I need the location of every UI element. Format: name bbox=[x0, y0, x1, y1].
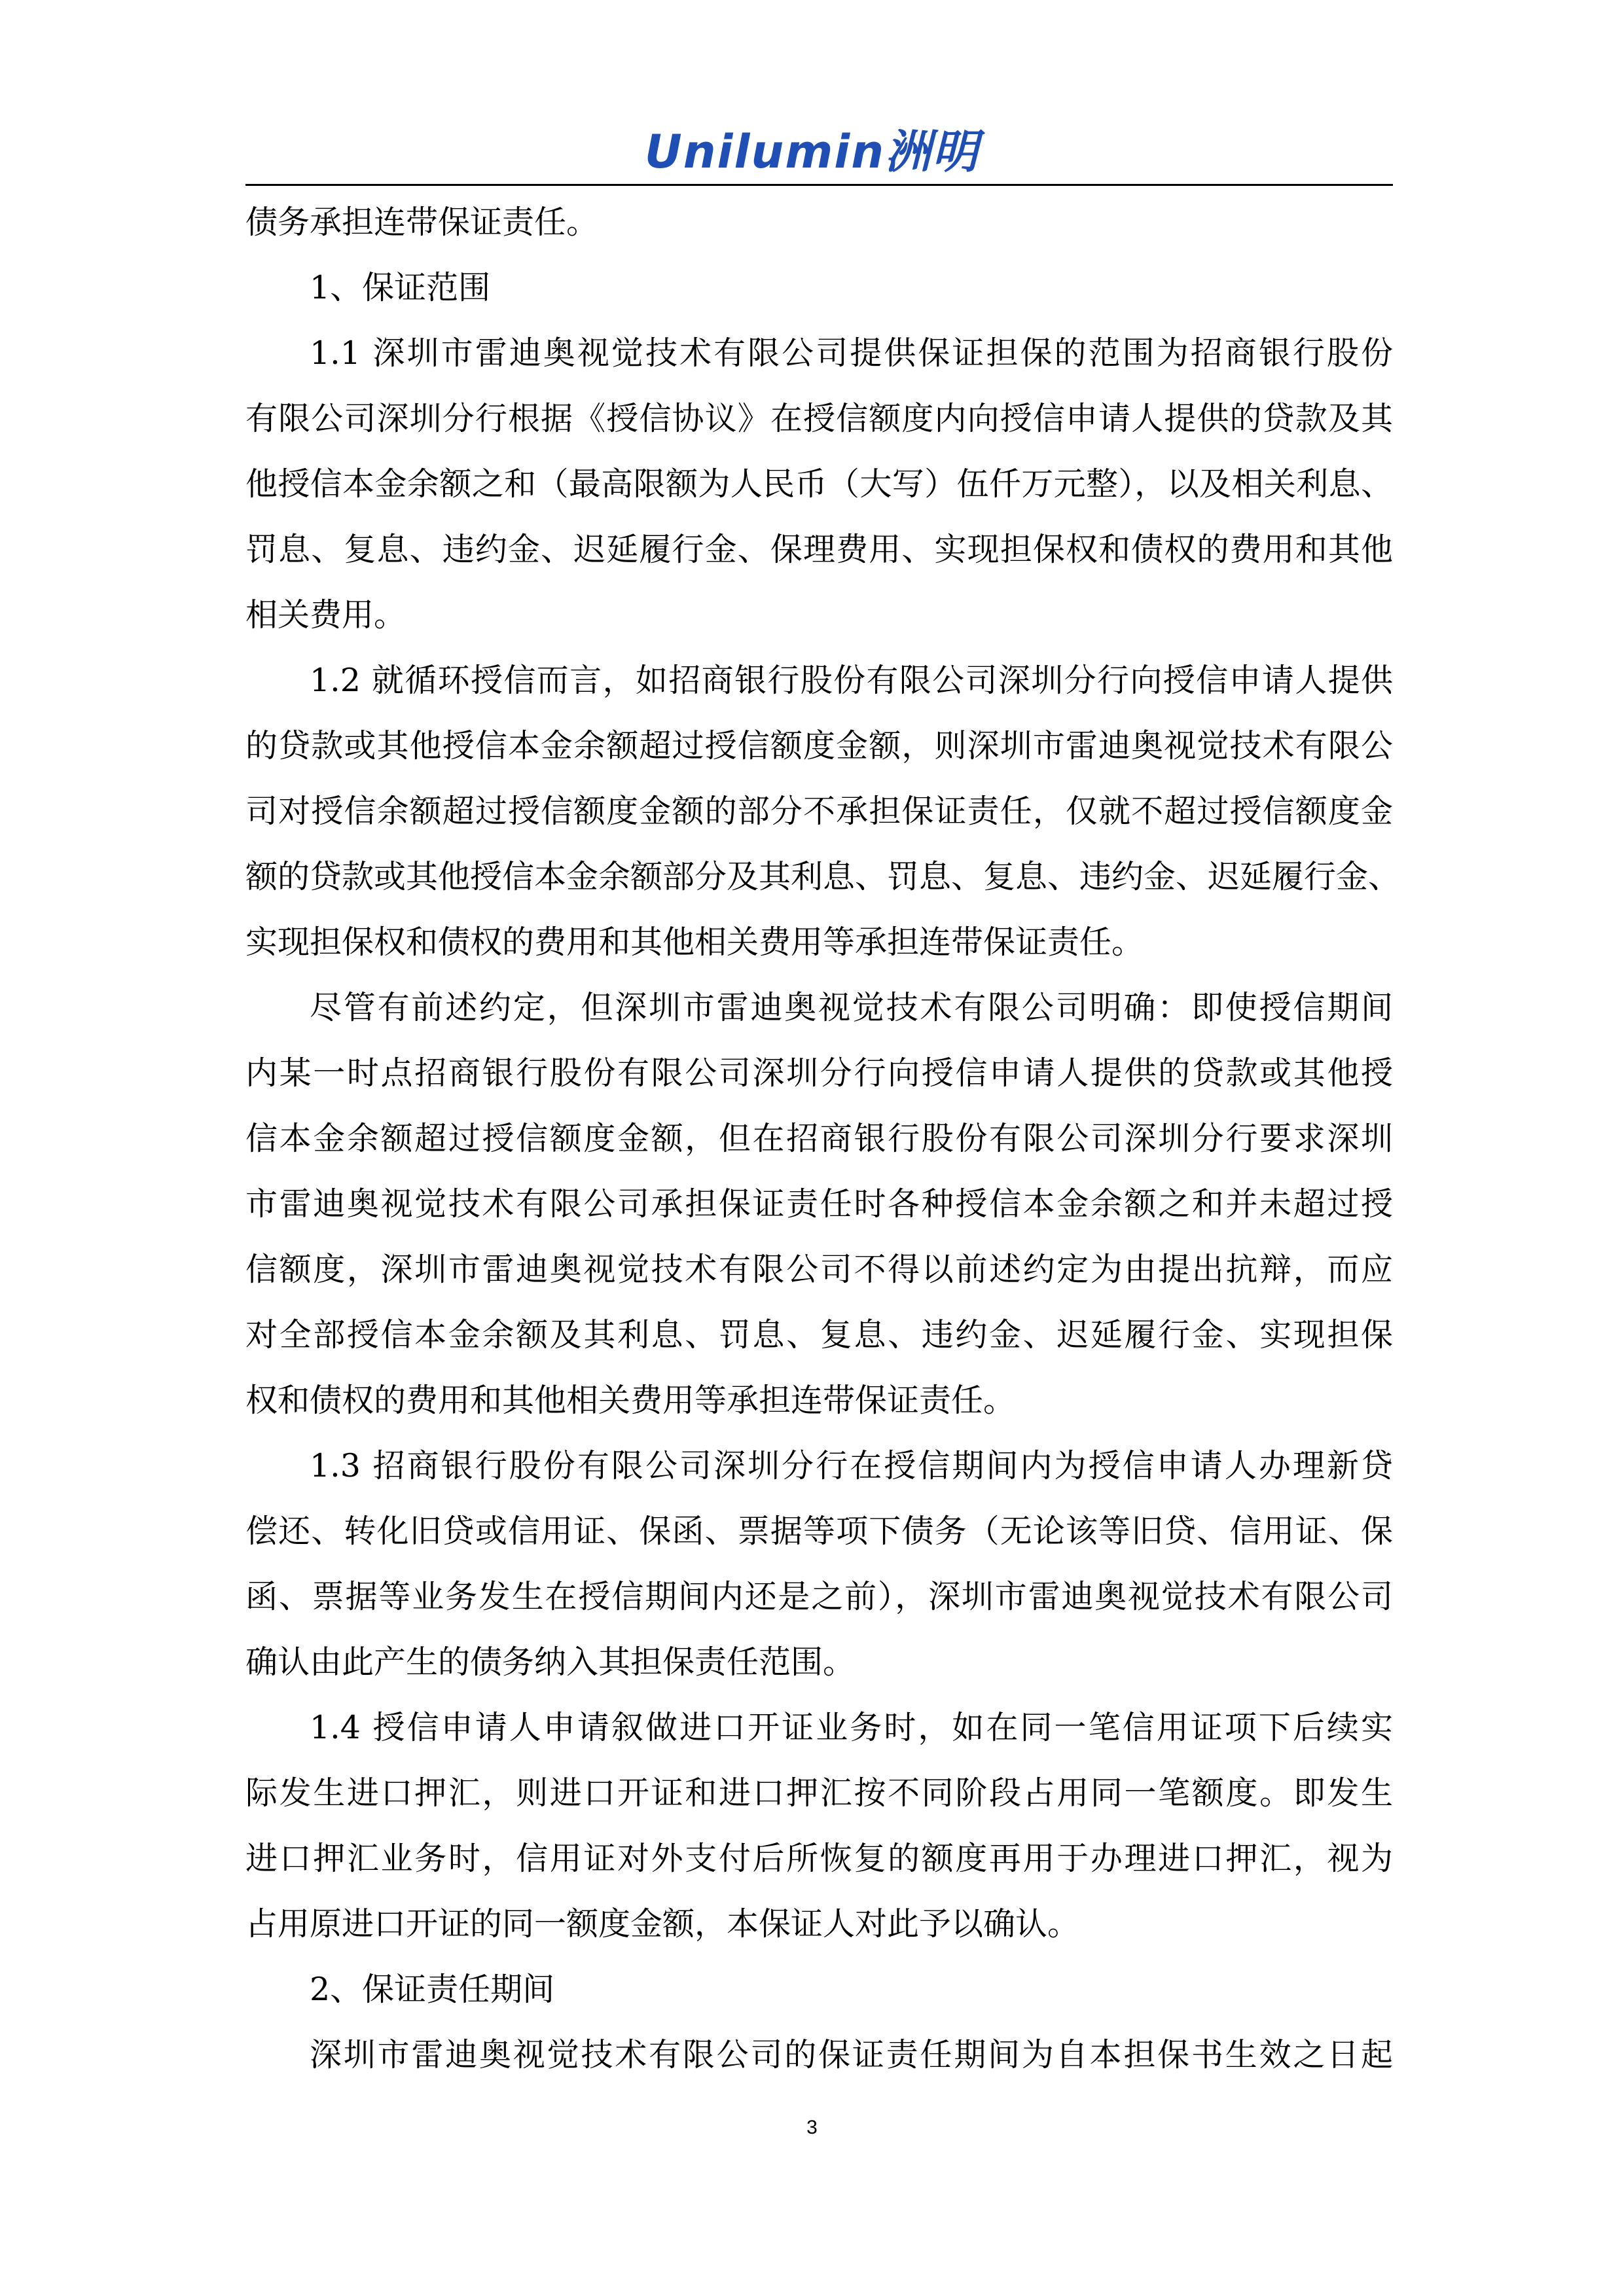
text-line: 罚息、复息、违约金、迟延履行金、保理费用、实现担保权和债权的费用和其他 bbox=[245, 531, 1393, 568]
text-line: 相关费用。 bbox=[245, 596, 406, 634]
text-line: 对全部授信本金余额及其利息、罚息、复息、违约金、迟延履行金、实现担保 bbox=[245, 1316, 1393, 1354]
text-line: 1.1 深圳市雷迪奥视觉技术有限公司提供保证担保的范围为招商银行股份 bbox=[310, 334, 1393, 372]
text-line: 际发生进口押汇，则进口开证和进口押汇按不同阶段占用同一笔额度。即发生 bbox=[245, 1774, 1393, 1812]
text-line: 司对授信余额超过授信额度金额的部分不承担保证责任，仅就不超过授信额度金 bbox=[245, 793, 1393, 830]
text-line: 额的贷款或其他授信本金余额部分及其利息、罚息、复息、违约金、迟延履行金、 bbox=[245, 858, 1401, 895]
section-heading-guarantee-period: 2、保证责任期间 bbox=[310, 1971, 555, 2008]
text-line: 有限公司深圳分行根据《授信协议》在授信额度内向授信申请人提供的贷款及其 bbox=[245, 400, 1393, 437]
text-line: 1.4 授信申请人申请叙做进口开证业务时，如在同一笔信用证项下后续实 bbox=[310, 1709, 1393, 1746]
text-line: 实现担保权和债权的费用和其他相关费用等承担连带保证责任。 bbox=[245, 924, 1144, 961]
text-line: 深圳市雷迪奥视觉技术有限公司的保证责任期间为自本担保书生效之日起 bbox=[310, 2036, 1393, 2073]
text-line: 占用原进口开证的同一额度金额，本保证人对此予以确认。 bbox=[245, 1905, 1080, 1943]
text-line: 权和债权的费用和其他相关费用等承担连带保证责任。 bbox=[245, 1382, 1016, 1419]
text-line: 的贷款或其他授信本金余额超过授信额度金额，则深圳市雷迪奥视觉技术有限公 bbox=[245, 727, 1393, 764]
text-line: 债务承担连带保证责任。 bbox=[245, 204, 599, 241]
text-line: 他授信本金余额之和（最高限额为人民币（大写）伍仟万元整），以及相关利息、 bbox=[245, 465, 1393, 503]
unilumin-logo: Unilumin洲明 bbox=[644, 125, 980, 179]
section-heading-guarantee-scope: 1、保证范围 bbox=[310, 269, 491, 306]
page-number: 3 bbox=[806, 2117, 818, 2138]
header-divider bbox=[245, 184, 1393, 186]
text-line: 偿还、转化旧贷或信用证、保函、票据等项下债务（无论该等旧贷、信用证、保 bbox=[245, 1513, 1393, 1550]
text-line: 确认由此产生的债务纳入其担保责任范围。 bbox=[245, 1643, 856, 1681]
text-line: 信本金余额超过授信额度金额，但在招商银行股份有限公司深圳分行要求深圳 bbox=[245, 1120, 1393, 1157]
text-line: 信额度，深圳市雷迪奥视觉技术有限公司不得以前述约定为由提出抗辩，而应 bbox=[245, 1251, 1393, 1288]
text-line: 1.3 招商银行股份有限公司深圳分行在授信期间内为授信申请人办理新贷 bbox=[310, 1447, 1393, 1484]
text-line: 函、票据等业务发生在授信期间内还是之前），深圳市雷迪奥视觉技术有限公司 bbox=[245, 1578, 1393, 1615]
text-line: 尽管有前述约定，但深圳市雷迪奥视觉技术有限公司明确：即使授信期间 bbox=[310, 989, 1393, 1026]
text-line: 市雷迪奥视觉技术有限公司承担保证责任时各种授信本金余额之和并未超过授 bbox=[245, 1185, 1393, 1223]
text-line: 1.2 就循环授信而言，如招商银行股份有限公司深圳分行向授信申请人提供 bbox=[310, 662, 1393, 699]
text-line: 进口押汇业务时，信用证对外支付后所恢复的额度再用于办理进口押汇，视为 bbox=[245, 1840, 1393, 1877]
text-line: 内某一时点招商银行股份有限公司深圳分行向授信申请人提供的贷款或其他授 bbox=[245, 1054, 1393, 1092]
